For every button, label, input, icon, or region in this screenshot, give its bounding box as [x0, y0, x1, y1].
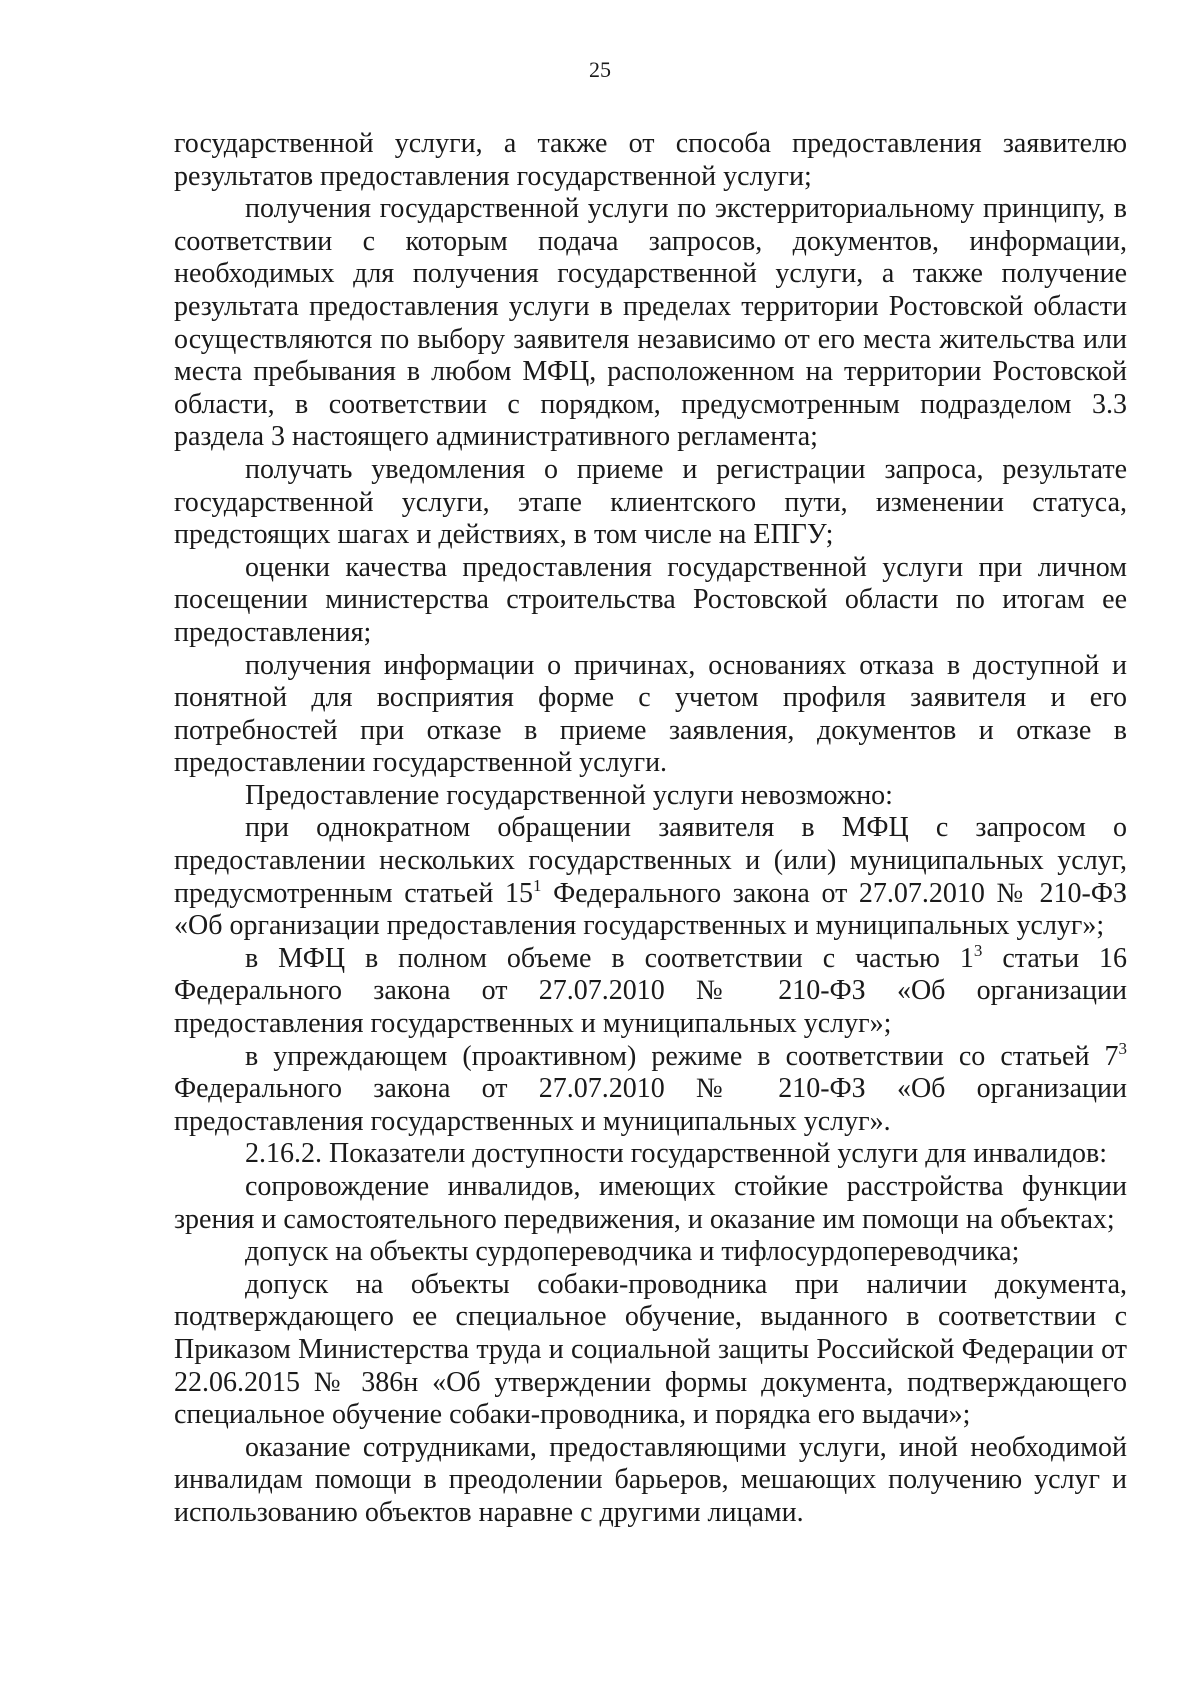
paragraph-accessibility-heading: 2.16.2. Показатели доступности государственной услуги для инвалидов: — [245, 1138, 1107, 1170]
paragraph-multiple-services — [174, 812, 1127, 942]
text-fragment: статьи 16 Федерального закона от 27.07.2010 № 210-ФЗ «Об организации предоставления государственных и муниципальных услуг»; — [174, 942, 1127, 1040]
paragraph-impossible-heading: Предоставление государственной услуги невозможно: — [245, 779, 893, 811]
paragraph-sign-interpreter: допуск на объекты сурдопереводчика и тифлосурдопереводчика; — [245, 1236, 1020, 1268]
text-fragment: в упреждающем (проактивном) режиме в соответствии со статьей 7 — [245, 1040, 1119, 1072]
paragraph-proactive-mode — [174, 1038, 1127, 1139]
paragraph-extraterritorial: получения государственной услуги по экстерриториальному принципу, в соответствии с которым подача запросов, документов, информации, необходимых для получения государственной услуги, а также получение результата предоставления услуги в пределах территории Ростовской области осуществляются по выбору заявителя независимо от его места жительства или места пребывания в любом МФЦ, расположенном на территории Ростовской области, в соответствии с порядком, предусмотренным подразделом 3.3 раздела 3 настоящего административного регламента; — [174, 193, 1127, 453]
text-fragment: Федерального закона от 27.07.2010 № 210-ФЗ «Об организации предоставления государственных и муниципальных услуг». — [174, 1073, 1127, 1137]
paragraph-staff-assistance: оказание сотрудниками, предоставляющими услуги, иной необходимой инвалидам помощи в преодолении барьеров, мешающих получению услуг и использованию объектов наравне с другими лицами. — [174, 1431, 1127, 1528]
paragraph-full-volume — [174, 940, 1127, 1041]
paragraph-notifications: получать уведомления о приеме и регистрации запроса, результате государственной услуги, этапе клиентского пути, изменении статуса, предстоящих шагах и действиях, в том числе на ЕПГУ; — [174, 453, 1127, 551]
page-number: 25 — [589, 57, 611, 82]
text-fragment: при однократном обращении заявителя в МФЦ с запросом о предоставлении нескольких государственных и (или) муниципальных услуг, предусмотренным статьей 15 — [174, 812, 1127, 909]
text-fragment: Федерального закона от 27.07.2010 № 210-ФЗ «Об организации предоставления государственных и муниципальных услуг»; — [174, 877, 1127, 942]
text-fragment: в МФЦ в полном объеме в соответствии с частью 1 — [245, 942, 974, 974]
paragraph-refusal-information: получения информации о причинах, основаниях отказа в доступной и понятной для восприятия форме с учетом профиля заявителя и его потребностей при отказе в приеме заявления, документов и отказе в предоставлении государственной услуги. — [174, 649, 1127, 779]
paragraph-continuation: государственной услуги, а также от способа предоставления заявителю результатов предоставления государственной услуги; — [174, 128, 1127, 192]
superscript: 3 — [1118, 1038, 1127, 1058]
superscript: 3 — [973, 940, 983, 960]
superscript: 1 — [532, 875, 542, 895]
paragraph-escort: сопровождение инвалидов, имеющих стойкие расстройства функции зрения и самостоятельного передвижения, и оказание им помощи на объектах; — [174, 1171, 1127, 1235]
paragraph-quality-assessment: оценки качества предоставления государственной услуги при личном посещении министерства строительства Ростовской области по итогам ее предоставления; — [174, 551, 1127, 648]
document-body — [174, 128, 1127, 1530]
paragraph-guide-dog: допуск на объекты собаки-проводника при наличии документа, подтверждающего ее специальное обучение, выданного в соответствии с Приказом Министерства труда и социальной защиты Российской Федерации от 22.06.2015 № 386н «Об утверждении формы документа, подтверждающего специальное обучение собаки-проводника, и порядка его выдачи»; — [174, 1268, 1127, 1431]
